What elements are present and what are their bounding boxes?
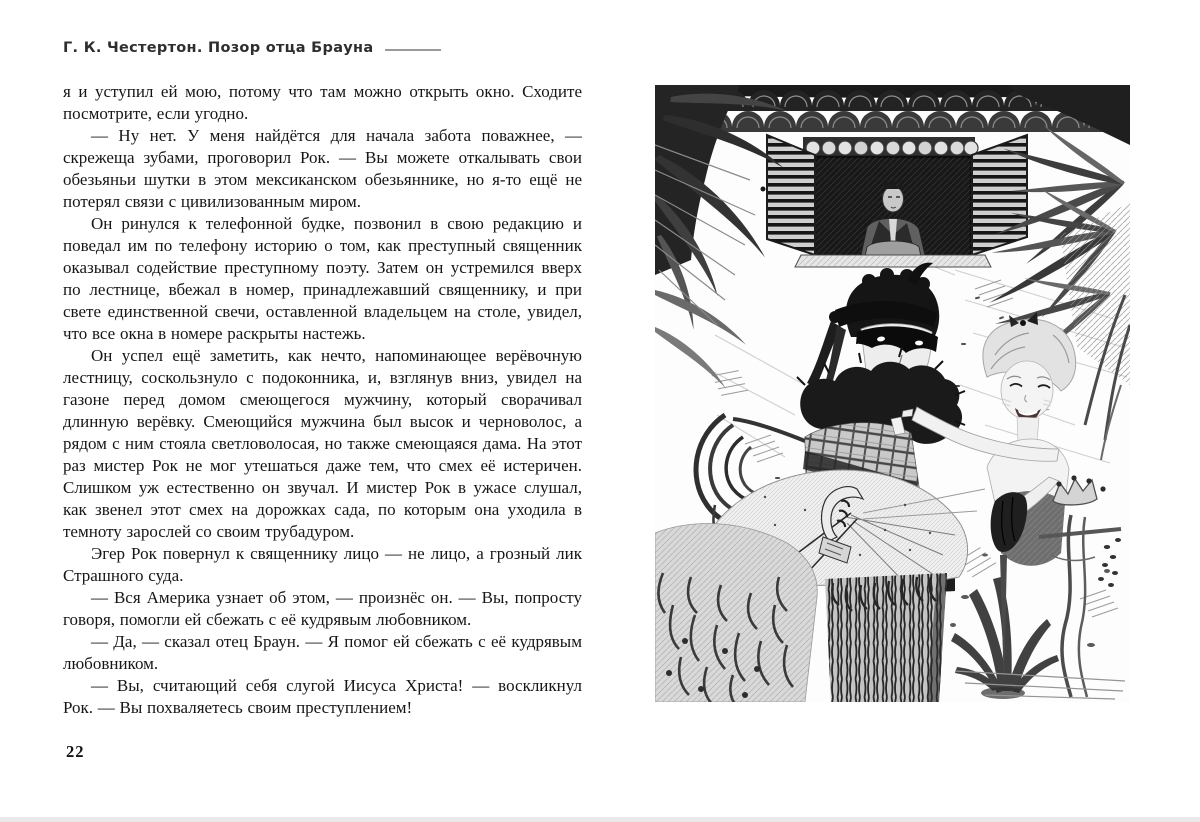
- paragraph: — Да, — сказал отец Браун. — Я помог ей сбежать с её кудрявым любовником.: [63, 632, 582, 673]
- running-header: [63, 40, 582, 56]
- page-number: 22: [66, 742, 85, 761]
- window-tile-row: [806, 141, 978, 155]
- paragraph: Он успел ещё заметить, как нечто, напоминающее верёвочную лестницу, соскользнуло с подоконника, и, взглянув вниз, увидел на газоне перед домом смеющегося мужчину, который сворачивал длинную верёвку. Смеющийся мужчина был высок и черноволос, а рядом с ним стояла светловолосая, но также смеющаяся дама. На этот раз мистер Рок не мог утешаться даже тем, что смех её истеричен. Слишком уж естественно он звучал. И мистер Рок в ужасе слушал, как звенел этот смех на дорожках сада, по которым она уходила в темноту зарослей со своим трубадуром.: [63, 346, 582, 541]
- skirt-fringe: [825, 573, 947, 702]
- woman-face: [1001, 361, 1053, 419]
- body-text: [63, 81, 582, 719]
- fringed-shawl: [655, 524, 817, 702]
- window: [761, 135, 1028, 267]
- header-rule: [385, 49, 441, 51]
- paragraph: Он ринулся к телефонной будке, позвонил в свою редакцию и поведал им по телефону историю о том, как преступный священник оказывал содействие преступному поэту. Затем он устремился вверх по лестнице, вбежал в номер, принадлежавший священнику, и при свете единственной свечи, оставленной владельцем на столе, увидел, что все окна в номере раскрыты настежь.: [63, 214, 582, 343]
- paragraph: — Вы, считающий себя слугой Иисуса Христа! — воскликнул Рок. — Вы похваляетесь своим преступлением!: [63, 676, 582, 717]
- page-bottom-edge: [0, 817, 1200, 822]
- running-header-text: Г. К. Честертон. Позор отца Брауна: [63, 40, 374, 56]
- paragraph: — Ну нет. У меня найдётся для начала забота поважнее, — скрежеща зубами, проговорил Рок. — Вы можете откалывать свои обезьяньи шутки в этом мексиканском обезьяннике, но я-то ещё не потерял связи с цивилизованным миром.: [63, 126, 582, 211]
- paragraph: я и уступил ей мою, потому что там можно открыть окно. Сходите посмотрите, если угодно.: [63, 82, 582, 123]
- book-illustration: [655, 85, 1130, 702]
- left-shutter: [767, 135, 815, 255]
- left-page: [63, 40, 582, 719]
- paragraph: — Вся Америка узнает об этом, — произнёс он. — Вы, попросту говоря, помогли ей сбежать с её кудрявым любовником.: [63, 588, 582, 629]
- paragraph: Эгер Рок повернул к священнику лицо — не лицо, а грозный лик Страшного суда.: [63, 544, 582, 585]
